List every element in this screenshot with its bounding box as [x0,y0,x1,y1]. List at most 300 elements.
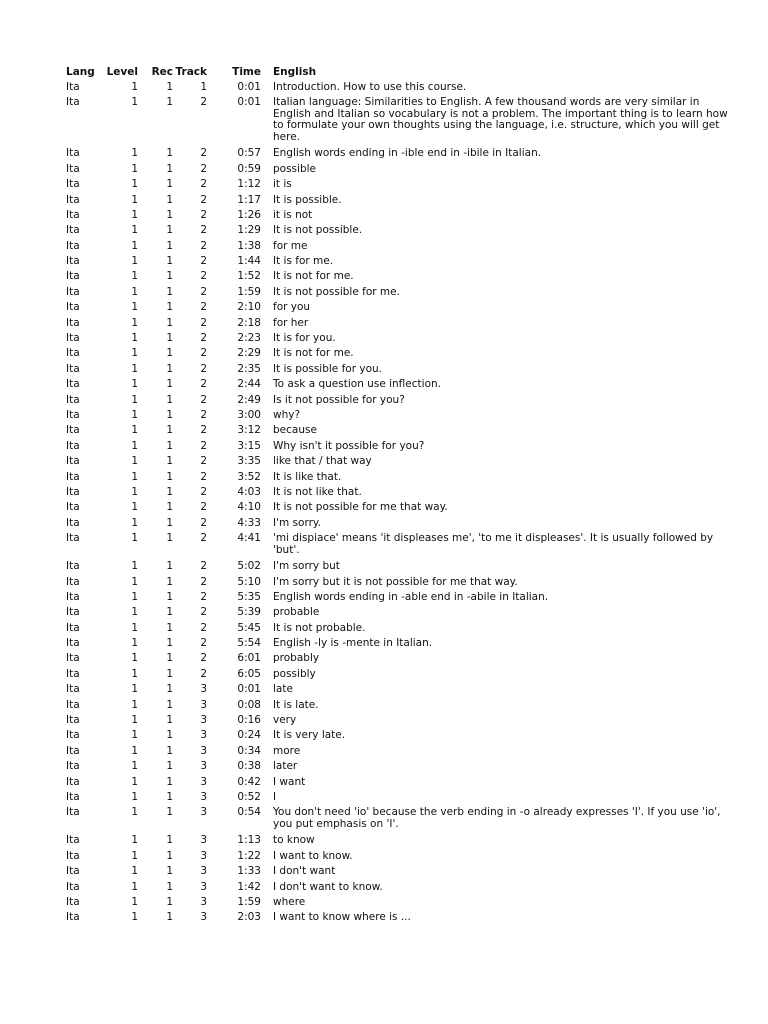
cell-level: 1 [131,485,138,498]
spreadsheet [66,64,726,926]
cell-track: 2 [200,178,207,191]
cell-time: 3:52 [237,470,261,483]
cell-track: 3 [200,683,207,696]
cell-level: 1 [131,224,138,237]
cell-lang: Ita [66,162,80,175]
cell-english: I'm sorry but [273,560,340,573]
header-row [66,64,738,80]
cell-track: 2 [200,439,207,452]
cell-english: To ask a question use inflection. [273,378,441,391]
cell-time: 1:42 [237,880,261,893]
cell-english: It is possible. [273,193,342,206]
cell-english: It is not probable. [273,621,366,634]
cell-english: late [273,683,293,696]
cell-rec: 1 [166,424,173,437]
cell-rec: 1 [166,96,173,109]
cell-rec: 1 [166,239,173,252]
cell-lang: Ita [66,560,80,573]
cell-time: 1:29 [237,224,261,237]
cell-track: 2 [200,362,207,375]
cell-level: 1 [131,560,138,573]
table-row [66,911,738,926]
table-row [66,652,738,667]
cell-lang: Ita [66,590,80,603]
cell-rec: 1 [166,147,173,160]
cell-lang: Ita [66,865,80,878]
cell-rec: 1 [166,714,173,727]
cell-lang: Ita [66,439,80,452]
cell-rec: 1 [166,652,173,665]
cell-rec: 1 [166,775,173,788]
table-row [66,454,738,469]
cell-rec: 1 [166,162,173,175]
cell-lang: Ita [66,208,80,221]
cell-time: 0:24 [237,729,261,742]
cell-level: 1 [131,806,138,819]
cell-rec: 1 [166,455,173,468]
cell-rec: 1 [166,683,173,696]
cell-level: 1 [131,393,138,406]
table-row [66,331,738,346]
cell-english: It is for me. [273,255,334,268]
cell-lang: Ita [66,424,80,437]
cell-level: 1 [131,439,138,452]
cell-english: like that / that way [273,455,372,468]
cell-level: 1 [131,760,138,773]
header-track: Track [175,66,207,78]
cell-english: to know [273,834,315,847]
cell-lang: Ita [66,239,80,252]
table-row [66,224,738,239]
cell-track: 2 [200,347,207,360]
cell-time: 0:38 [237,760,261,773]
cell-level: 1 [131,332,138,345]
cell-time: 6:05 [237,667,261,680]
cell-level: 1 [131,714,138,727]
cell-track: 1 [200,80,207,93]
cell-track: 2 [200,501,207,514]
cell-rec: 1 [166,911,173,924]
cell-rec: 1 [166,880,173,893]
cell-time: 1:13 [237,834,261,847]
cell-rec: 1 [166,224,173,237]
cell-rec: 1 [166,470,173,483]
cell-level: 1 [131,683,138,696]
table-row [66,864,738,879]
cell-lang: Ita [66,895,80,908]
cell-track: 3 [200,698,207,711]
cell-time: 0:16 [237,714,261,727]
cell-level: 1 [131,606,138,619]
cell-time: 2:35 [237,362,261,375]
cell-level: 1 [131,637,138,650]
cell-english: You don't need 'io' because the verb ending in -o already expresses 'I'. If you use 'io', you put emphasis on 'I'. [273,806,721,830]
cell-rec: 1 [166,849,173,862]
cell-english: I [273,790,277,803]
cell-rec: 1 [166,409,173,421]
cell-track: 2 [200,652,207,665]
cell-rec: 1 [166,285,173,298]
cell-english: I want to know where is ... [273,911,411,924]
cell-track: 3 [200,911,207,924]
table-row [66,316,738,331]
cell-lang: Ita [66,775,80,788]
cell-lang: Ita [66,744,80,757]
table-row [66,147,738,162]
cell-level: 1 [131,575,138,588]
cell-time: 2:18 [237,316,261,329]
table-row [66,698,738,713]
cell-lang: Ita [66,652,80,665]
cell-rec: 1 [166,698,173,711]
table-row [66,834,738,849]
cell-time: 0:52 [237,790,261,803]
cell-level: 1 [131,911,138,924]
cell-track: 3 [200,849,207,862]
cell-level: 1 [131,162,138,175]
cell-english: very [273,714,297,727]
cell-english: possibly [273,667,316,680]
cell-lang: Ita [66,532,80,545]
cell-level: 1 [131,255,138,268]
cell-lang: Ita [66,849,80,862]
cell-time: 0:01 [237,96,261,109]
cell-rec: 1 [166,729,173,742]
table-row [66,775,738,790]
cell-lang: Ita [66,362,80,375]
cell-lang: Ita [66,698,80,711]
cell-rec: 1 [166,667,173,680]
header-lang: Lang [66,66,95,78]
cell-level: 1 [131,378,138,391]
cell-lang: Ita [66,683,80,696]
table-row [66,729,738,744]
cell-time: 3:15 [237,439,261,452]
cell-track: 2 [200,224,207,237]
cell-rec: 1 [166,378,173,391]
cell-rec: 1 [166,744,173,757]
cell-lang: Ita [66,485,80,498]
cell-lang: Ita [66,193,80,206]
table-row [66,285,738,300]
cell-level: 1 [131,208,138,221]
cell-time: 0:54 [237,806,261,819]
table-row [66,501,738,516]
cell-time: 4:33 [237,516,261,529]
cell-level: 1 [131,316,138,329]
cell-time: 3:35 [237,455,261,468]
cell-rec: 1 [166,485,173,498]
cell-level: 1 [131,409,138,421]
table-row [66,439,738,454]
cell-time: 0:57 [237,147,261,160]
cell-level: 1 [131,652,138,665]
cell-track: 2 [200,409,207,421]
cell-track: 2 [200,560,207,573]
cell-track: 3 [200,760,207,773]
cell-lang: Ita [66,301,80,314]
cell-level: 1 [131,301,138,314]
cell-english: English words ending in -able end in -abile in Italian. [273,590,549,603]
cell-english: It is not for me. [273,270,354,283]
cell-level: 1 [131,239,138,252]
cell-time: 2:29 [237,347,261,360]
cell-english: probably [273,652,320,665]
cell-time: 0:42 [237,775,261,788]
cell-english: I'm sorry. [273,516,321,529]
table-row [66,531,738,559]
cell-track: 3 [200,714,207,727]
cell-rec: 1 [166,270,173,283]
cell-time: 0:01 [237,80,261,93]
cell-time: 1:38 [237,239,261,252]
cell-track: 2 [200,455,207,468]
cell-track: 3 [200,775,207,788]
cell-level: 1 [131,362,138,375]
cell-english: I don't want [273,865,336,878]
table-row [66,790,738,805]
cell-rec: 1 [166,439,173,452]
cell-track: 2 [200,255,207,268]
cell-time: 2:44 [237,378,261,391]
cell-track: 2 [200,606,207,619]
cell-lang: Ita [66,637,80,650]
table-row [66,759,738,774]
cell-english: later [273,760,298,773]
cell-level: 1 [131,96,138,109]
cell-english: It is late. [273,698,319,711]
cell-level: 1 [131,865,138,878]
cell-level: 1 [131,424,138,437]
cell-time: 0:08 [237,698,261,711]
cell-level: 1 [131,880,138,893]
cell-track: 2 [200,424,207,437]
cell-time: 1:52 [237,270,261,283]
cell-time: 1:17 [237,193,261,206]
cell-english: probable [273,606,320,619]
cell-rec: 1 [166,255,173,268]
cell-lang: Ita [66,332,80,345]
cell-time: 0:59 [237,162,261,175]
cell-track: 2 [200,285,207,298]
cell-track: 2 [200,193,207,206]
cell-english: Italian language: Similarities to English. A few thousand words are very similar in English and Italian so vocabulary is not a problem. The important thing is to learn how to formulate your own thoughts using the language, i.e. structure, which you will get here. [273,96,728,143]
cell-lang: Ita [66,409,80,421]
table-row [66,485,738,500]
cell-lang: Ita [66,606,80,619]
cell-english: I want to know. [273,849,353,862]
cell-rec: 1 [166,760,173,773]
cell-track: 2 [200,485,207,498]
cell-time: 4:41 [237,532,261,545]
cell-level: 1 [131,516,138,529]
cell-track: 3 [200,729,207,742]
table-row [66,239,738,254]
table-row [66,470,738,485]
cell-english: English -ly is -mente in Italian. [273,637,433,650]
cell-rec: 1 [166,606,173,619]
table-row [66,193,738,208]
table-row [66,895,738,910]
table-row [66,621,738,636]
cell-track: 2 [200,270,207,283]
cell-track: 3 [200,834,207,847]
cell-level: 1 [131,193,138,206]
cell-rec: 1 [166,621,173,634]
lesson-table [66,64,738,926]
cell-track: 2 [200,667,207,680]
cell-track: 2 [200,575,207,588]
cell-lang: Ita [66,621,80,634]
cell-track: 2 [200,378,207,391]
table-row [66,559,738,574]
cell-level: 1 [131,834,138,847]
table-row [66,806,738,834]
cell-rec: 1 [166,575,173,588]
cell-track: 3 [200,880,207,893]
cell-level: 1 [131,775,138,788]
cell-level: 1 [131,698,138,711]
cell-rec: 1 [166,362,173,375]
cell-level: 1 [131,501,138,514]
cell-track: 2 [200,332,207,345]
cell-track: 2 [200,393,207,406]
cell-english: Introduction. How to use this course. [273,80,467,93]
cell-lang: Ita [66,80,80,93]
header-english: English [273,66,317,78]
cell-level: 1 [131,590,138,603]
cell-rec: 1 [166,790,173,803]
cell-track: 2 [200,162,207,175]
cell-english: it is [273,178,292,191]
cell-lang: Ita [66,501,80,514]
cell-english: It is not possible for me. [273,285,400,298]
cell-lang: Ita [66,347,80,360]
table-row [66,254,738,269]
table-row [66,362,738,377]
cell-english: It is possible for you. [273,362,383,375]
cell-english: English words ending in -ible end in -ibile in Italian. [273,147,542,160]
cell-time: 2:23 [237,332,261,345]
cell-level: 1 [131,729,138,742]
cell-rec: 1 [166,806,173,819]
table-row [66,424,738,439]
table-row [66,744,738,759]
cell-time: 4:03 [237,485,261,498]
cell-time: 3:00 [237,409,261,421]
cell-rec: 1 [166,532,173,545]
cell-english: It is like that. [273,470,342,483]
cell-time: 2:10 [237,301,261,314]
cell-track: 2 [200,239,207,252]
table-row [66,575,738,590]
table-row [66,667,738,682]
cell-lang: Ita [66,96,80,109]
cell-time: 5:35 [237,590,261,603]
table-row [66,300,738,315]
cell-track: 3 [200,806,207,819]
cell-english: 'mi dispiace' means 'it displeases me', 'to me it displeases'. It is usually followed by 'but'. [273,532,714,556]
cell-english: It is not for me. [273,347,354,360]
cell-level: 1 [131,744,138,757]
table-row [66,270,738,285]
cell-rec: 1 [166,895,173,908]
cell-time: 1:59 [237,895,261,908]
table-row [66,208,738,223]
table-row [66,377,738,392]
cell-time: 1:44 [237,255,261,268]
header-level: Level [106,66,138,78]
cell-rec: 1 [166,834,173,847]
cell-english: It is not like that. [273,485,362,498]
table-row [66,590,738,605]
cell-english: why? [273,409,301,421]
cell-time: 5:54 [237,637,261,650]
cell-lang: Ita [66,729,80,742]
cell-rec: 1 [166,208,173,221]
cell-rec: 1 [166,301,173,314]
cell-lang: Ita [66,316,80,329]
cell-lang: Ita [66,470,80,483]
cell-english: I want [273,775,306,788]
cell-rec: 1 [166,590,173,603]
cell-level: 1 [131,80,138,93]
cell-rec: 1 [166,80,173,93]
cell-english: where [273,895,306,908]
cell-lang: Ita [66,378,80,391]
cell-lang: Ita [66,880,80,893]
cell-time: 1:33 [237,865,261,878]
cell-english: Why isn't it possible for you? [273,439,425,452]
cell-rec: 1 [166,393,173,406]
cell-rec: 1 [166,637,173,650]
cell-track: 2 [200,532,207,545]
cell-track: 2 [200,516,207,529]
table-row [66,713,738,728]
cell-lang: Ita [66,270,80,283]
cell-level: 1 [131,790,138,803]
table-row [66,393,738,408]
cell-rec: 1 [166,332,173,345]
cell-lang: Ita [66,806,80,819]
cell-rec: 1 [166,178,173,191]
cell-time: 6:01 [237,652,261,665]
cell-level: 1 [131,895,138,908]
cell-rec: 1 [166,516,173,529]
cell-track: 3 [200,744,207,757]
cell-track: 2 [200,316,207,329]
cell-time: 1:59 [237,285,261,298]
cell-english: more [273,744,301,757]
cell-track: 3 [200,895,207,908]
table-row [66,80,738,95]
cell-level: 1 [131,621,138,634]
cell-level: 1 [131,147,138,160]
cell-time: 1:22 [237,849,261,862]
cell-time: 2:49 [237,393,261,406]
cell-level: 1 [131,455,138,468]
cell-level: 1 [131,849,138,862]
cell-level: 1 [131,178,138,191]
cell-english: possible [273,162,316,175]
cell-time: 5:02 [237,560,261,573]
table-row [66,516,738,531]
cell-level: 1 [131,532,138,545]
cell-track: 3 [200,865,207,878]
cell-track: 2 [200,621,207,634]
cell-level: 1 [131,470,138,483]
cell-english: Is it not possible for you? [273,393,405,406]
